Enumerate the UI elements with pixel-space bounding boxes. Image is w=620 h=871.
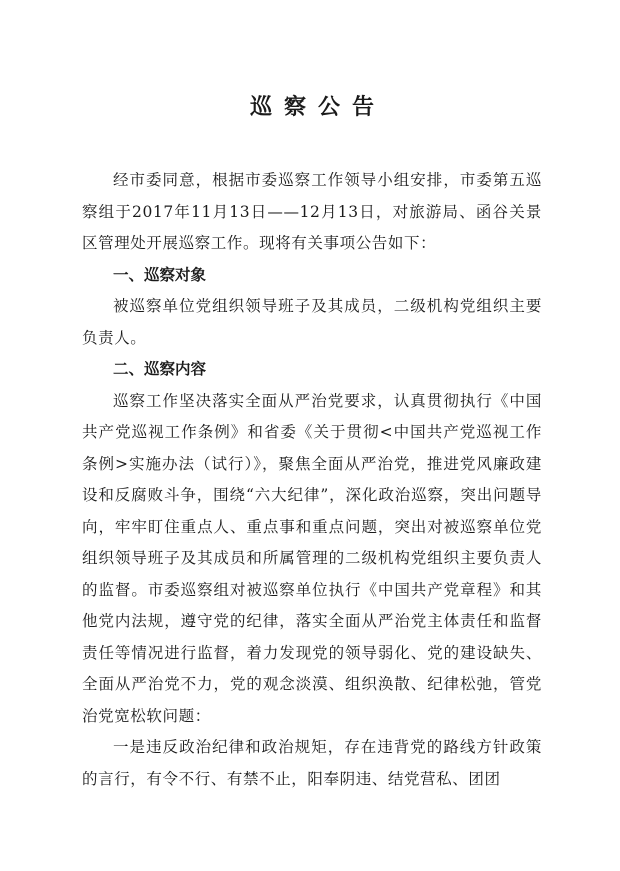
- section-body-inspection-content: 巡察工作坚决落实全面从严治党要求，认真贯彻执行《中国共产党巡视工作条例》和省委《关于贯彻<中国共产党巡视工作条例>实施办法（试行）》，聚焦全面从严治党，推进党风廉政建设和反腐败斗争，围绕“六大纪律”，深化政治巡察，突出问题导向，牢牢盯住重点人、重点事和重点问题，突出对被巡察单位党组织领导班子及其成员和所属管理的二级机构党组织主要负责人的监督。市委巡察组对被巡察单位执行《中国共产党章程》和其他党内法规，遵守党的纪律，落实全面从严治党主体责任和监督责任等情况进行监督，着力发现党的领导弱化、党的建设缺失、全面从严治党不力，党的观念淡漠、组织涣散、纪律松弛，管党治党宽松软问题：: [82, 391, 542, 725]
- intro-paragraph: 经市委同意，根据市委巡察工作领导小组安排，市委第五巡察组于2017年11月13日——12月13日，对旅游局、函谷关景区管理处开展巡察工作。现将有关事项公告如下：: [82, 171, 542, 252]
- list-item-political-discipline: 一是违反政治纪律和政治规矩，存在违背党的路线方针政策的言行，有令不行、有禁不止，阳奉阴违、结党营私、团团: [82, 738, 542, 788]
- section-body-inspection-target: 被巡察单位党组织领导班子及其成员，二级机构党组织主要负责人。: [82, 297, 542, 347]
- section-heading-inspection-target: 一、巡察对象: [113, 265, 207, 284]
- document-title: 巡察公告: [249, 94, 386, 120]
- section-heading-inspection-content: 二、巡察内容: [113, 360, 207, 378]
